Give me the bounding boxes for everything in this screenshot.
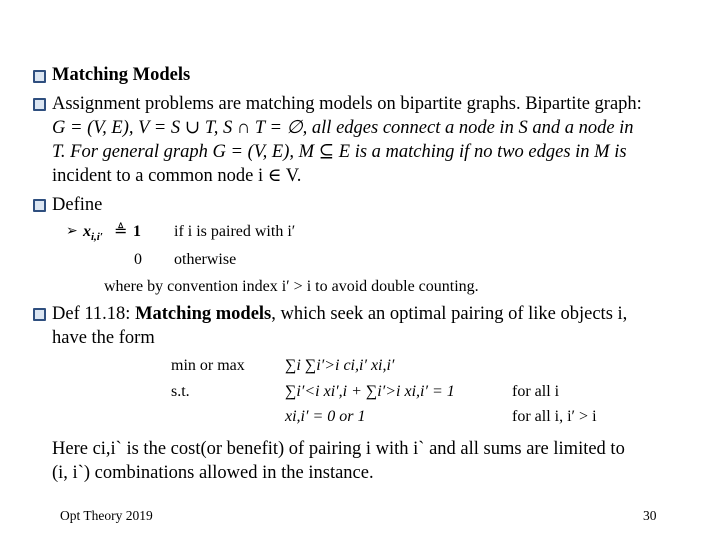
bullet-checkbox-icon (33, 199, 46, 212)
definition-defeq: ≜ (114, 223, 128, 240)
cost-description-line: Here ci,i` is the cost(or benefit) of pairing i with i` and all sums are limited to (52, 439, 625, 459)
constraint-two-range: for all i, i′ > i (512, 408, 597, 425)
constraint-two: xi,i′ = 0 or 1 (285, 408, 366, 425)
paragraph-line: incident to a common node i ∈ V. (52, 166, 302, 186)
definition-convention: where by convention index i′ > i to avoid double counting. (104, 278, 479, 295)
define-label: Define (52, 195, 103, 215)
def-bullet-line2: have the form (52, 328, 155, 348)
subject-to-label: s.t. (171, 383, 190, 400)
objective-label: min or max (171, 357, 245, 374)
definition-variable (83, 222, 103, 247)
def-suffix: , which seek an optimal pairing of like objects i, (271, 304, 628, 324)
definition-var-lhs: x (83, 223, 91, 240)
definition-case-otherwise: otherwise (174, 251, 237, 268)
bullet-checkbox-icon (33, 70, 46, 83)
paragraph-line: T. For general graph G = (V, E), M ⊆ E is a matching if no two edges in M is (52, 142, 627, 162)
paragraph-line: Assignment problems are matching models on bipartite graphs. Bipartite graph: (52, 94, 642, 114)
page-number: 30 (643, 508, 657, 523)
def-prefix: Def 11.18: (52, 304, 136, 324)
arrow-right-icon: ➢ (66, 224, 78, 239)
cost-description-line: (i, i`) combinations allowed in the instance. (52, 463, 374, 483)
def-bullet-line (52, 303, 627, 325)
bullet-checkbox-icon (33, 308, 46, 321)
paragraph-line: G = (V, E), V = S ∪ T, S ∩ T = ∅, all edges connect a node in S and a node in (52, 118, 634, 138)
objective-expression: ∑i ∑i′>i ci,i′ xi,i′ (285, 357, 395, 374)
bullet-checkbox-icon (33, 98, 46, 111)
definition-value-one: 1 (133, 223, 141, 240)
constraint-one-range: for all i (512, 383, 560, 400)
def-bold-term: Matching models (135, 304, 272, 324)
definition-case-paired: if i is paired with i′ (174, 223, 296, 240)
definition-value-zero: 0 (134, 251, 142, 268)
section-title: Matching Models (52, 65, 191, 85)
definition-var-sub: i,i′ (91, 231, 103, 244)
footer-course-label: Opt Theory 2019 (60, 508, 153, 523)
constraint-one: ∑i′<i xi′,i + ∑i′>i xi,i′ = 1 (285, 383, 455, 400)
